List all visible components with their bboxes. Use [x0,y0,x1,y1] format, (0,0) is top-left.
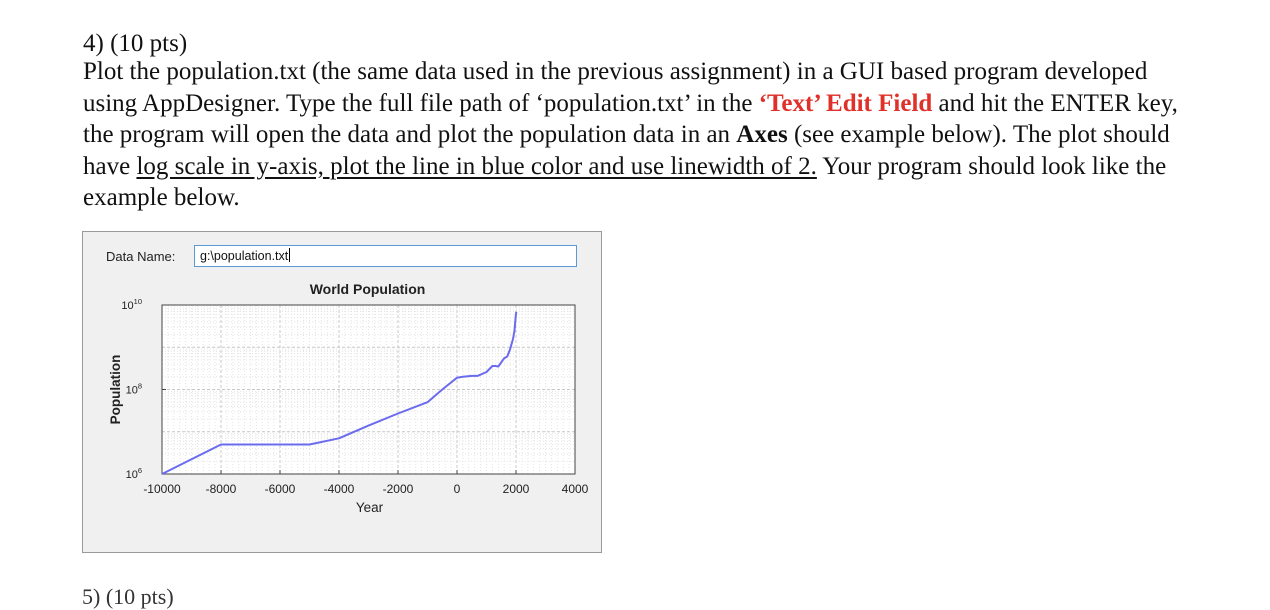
app-window [82,231,602,553]
requirements-underlined: log scale in y-axis, plot the line in blue color and use linewidth of 2. [136,152,817,180]
question-header: 4) (10 pts) [83,30,188,57]
question-text-part: Your program should look like the example below. [83,152,1167,211]
y-axis-label: Population [108,354,123,425]
x-tick-label: -6000 [264,482,296,496]
x-tick-label: 4000 [561,482,589,496]
x-tick-label: -4000 [323,482,355,496]
data-name-label: Data Name: [106,249,176,264]
y-tick-label: $10^6$ [125,466,142,481]
x-tick-label: -2000 [382,482,414,496]
chart-title: World Population [309,281,426,297]
question-text-part: (see example below). The plot should have [83,121,1170,180]
x-tick-label: 2000 [502,482,530,496]
x-axis-label: Year [355,500,384,515]
question-text-part: Plot the population.txt (the same data used in the previous assignment) in a GUI based program developed using AppDesigner. Type the full file path of ‘population.txt’ in the [83,58,1148,117]
x-tick-label: -8000 [205,482,237,496]
y-tick-label: $10^8$ [125,381,142,397]
axes-term: Axes [736,121,788,148]
population-axes [83,232,603,554]
y-tick-label: $10^{10}$ [121,297,142,312]
text-edit-field-term: ‘Text’ Edit Field [758,89,933,117]
next-question-cut: 5) (10 pts) [82,584,174,609]
edit-field-value: g:\population.txt [200,249,289,263]
question-text-part: and hit the ENTER key, the program will open the data and plot the population data in an [83,89,1178,148]
question-text [83,56,1203,214]
x-tick-label: 0 [453,482,461,496]
x-tick-label: -10000 [143,482,181,496]
